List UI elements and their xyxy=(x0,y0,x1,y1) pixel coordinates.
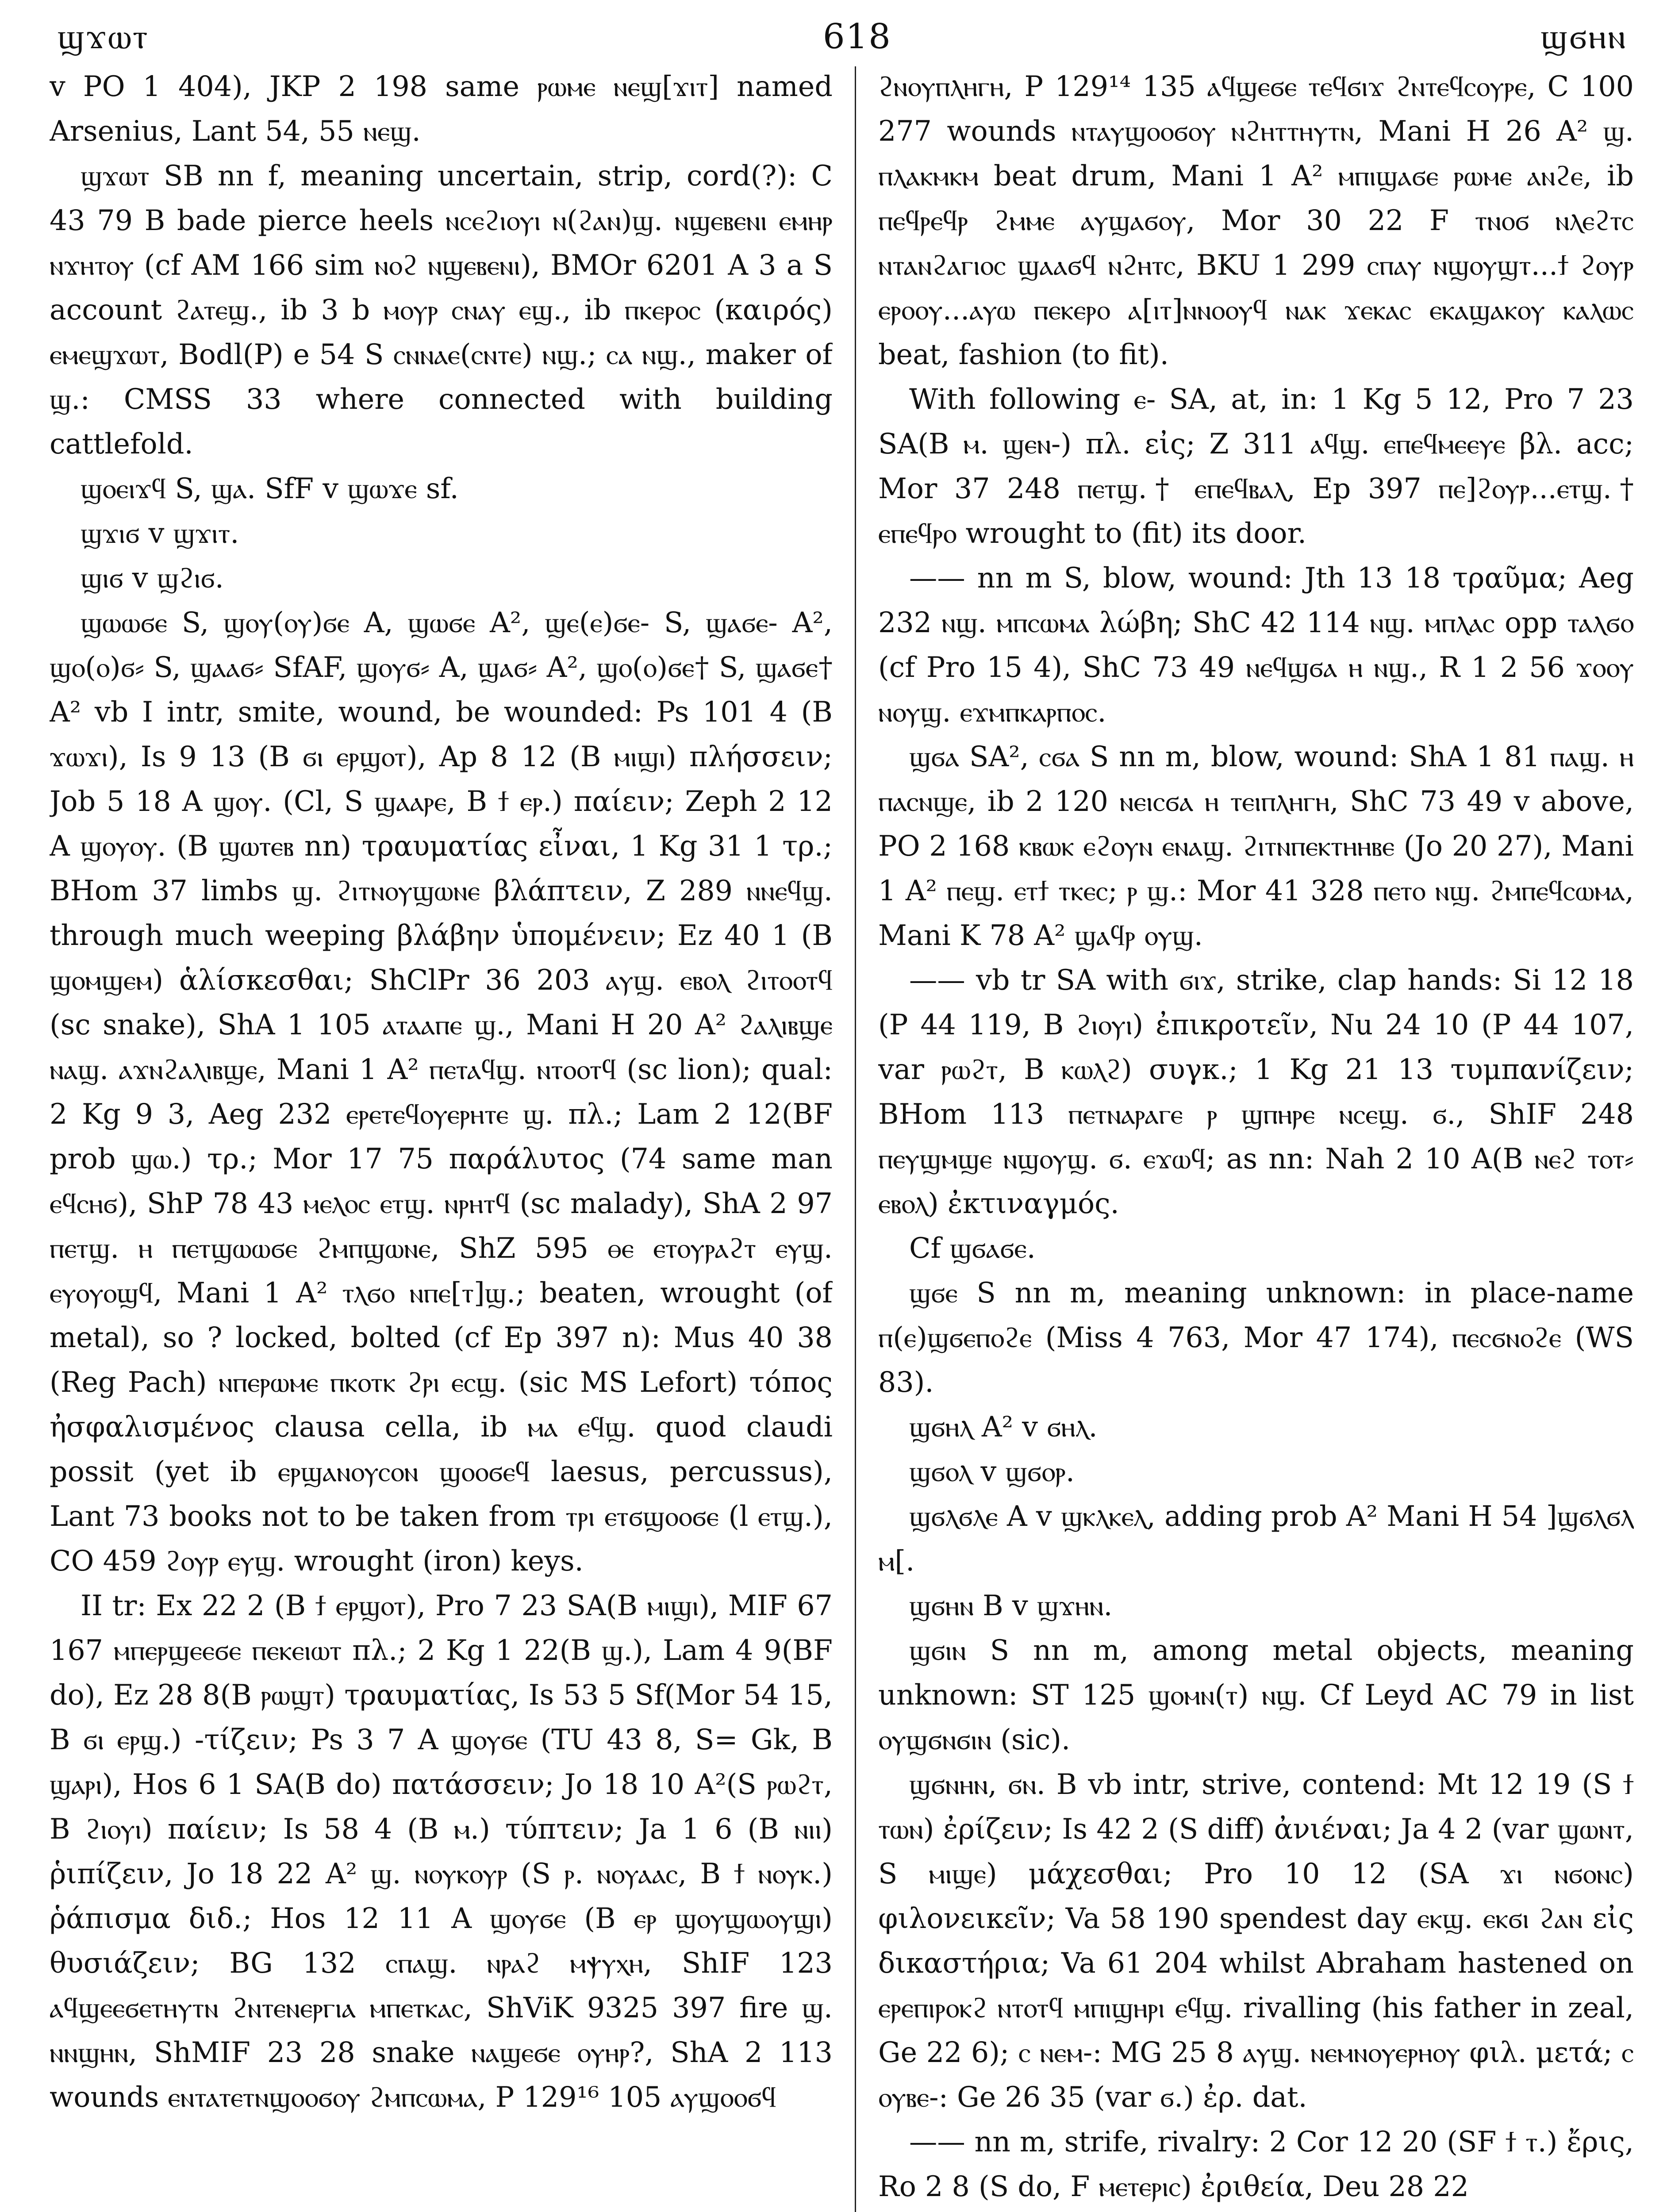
entry-shjol: ϣϭⲟⲗ v ϣϭⲟⲣ. xyxy=(909,1455,1075,1488)
header-left-headword: ϣϫⲱⲧ xyxy=(58,17,150,57)
entry-shjot: ϣϫⲱⲧ SB nn f, meaning uncertain, strip, cord(?): C 43 79 B bade pierce heels ⲛⲥⲉϩⲓⲟⲩⲓ ⲛ(ϩⲁⲛ)ϣ. ⲛϣⲉⲃⲉⲛⲓ ⲉⲙⲏⲣ ⲛϫⲏⲧⲟⲩ (cf AM 166 sim ⲛⲟϩ ⲛϣⲉⲃⲉⲛⲓ), BMOr 6201 A 3 a S account ϩⲁⲧⲉϣ., ib 3 b ⲙⲟⲩⲣ ⲥⲛⲁⲩ ⲉϣ., ib ⲡⲕⲉⲣⲟⲥ (καιρός) ⲉⲙⲉϣϫⲱⲧ, Bodl(P) e 54 S ⲥⲛⲛⲁⲉ(ⲥⲛⲧⲉ) ⲛϣ.; ⲥⲁ ⲛϣ., maker of ϣ.: CMSS 33 where connected with building cattlefold. xyxy=(50,159,833,460)
entry-sub-with-e: With following ⲉ- SA, at, in: 1 Kg 5 12, Pro 7 23 SA(B ⲙ. ϣⲉⲛ-) πλ. εἰς; Z 311 ⲁϥϣ. ⲉⲡⲉϥⲙⲉⲉⲩⲉ βλ. acc; Mor 37 248 ⲡⲉⲧϣ.† ⲉⲡⲉϥⲃⲁⲗ, Ep 397 ⲡⲉ]ϩⲟⲩⲣ...ⲉⲧϣ.† ⲉⲡⲉϥⲣⲟ wrought to (fit) its door. xyxy=(878,383,1634,549)
right-column xyxy=(878,64,1634,2212)
entry-shja: ϣϭⲁ SA², ⲥϭⲁ S nn m, blow, wound: ShA 1 81 ⲡⲁϣ. ⲏ ⲡⲁⲥⲛϣⲉ, ib 2 120 ⲛⲉⲓⲥϭⲁ ⲏ ⲧⲉⲓⲡⲗⲏⲅⲏ, ShC 73 49 v above, PO 2 168 ⲕⲃⲱⲕ ⲉϩⲟⲩⲛ ⲉⲛⲁϣ. ϩⲓⲧⲛⲡⲉⲕⲧⲏⲏⲃⲉ (Jo 20 27), Mani 1 A² ⲡⲉϣ. ⲉⲧϯ ⲧⲕⲉⲥ; ⲣ ϣ.: Mor 41 328 ⲡⲉⲧⲟ ⲛϣ. ϩⲙⲡⲉϥⲥⲱⲙⲁ, Mani K 78 A² ϣⲁϥⲣ ⲟⲩϣ. xyxy=(878,740,1634,952)
left-column xyxy=(50,64,833,2212)
running-header xyxy=(53,17,1632,65)
entry-shooje-transitive: II tr: Ex 22 2 (B ϯ ⲉⲣϣⲟⲧ), Pro 7 23 SA(B ⲙⲓϣⲓ), MIF 67 167 ⲙⲡⲉⲣϣⲉⲉϭⲉ ⲡⲉⲕⲉⲓⲱⲧ πλ.; 2 Kg 1 22(B ϣ.), Lam 4 9(BF do), Ez 28 8(B ⲣⲱϣⲧ) τραυματίας, Is 53 5 Sf(Mor 54 15, B ϭⲓ ⲉⲣϣ.) -τίζειν; Ps 3 7 A ϣⲟⲩϭⲉ (TU 43 8, S= Gk, B ϣⲁⲣⲓ), Hos 6 1 SA(B do) πατάσσειν; Jo 18 10 A²(S ⲣⲱϩⲧ, B ϩⲓⲟⲩⲓ) παίειν; Is 58 4 (B ⲙ.) τύπτειν; Ja 1 6 (B ⲛⲓⲓ) ῥιπίζειν, Jo 18 22 A² ϣ. ⲛⲟⲩⲕⲟⲩⲣ (S ⲣ. ⲛⲟⲩⲁⲁⲥ, B ϯ ⲛⲟⲩⲕ.) ῥάπισμα διδ.; Hos 12 11 A ϣⲟⲩϭⲉ (B ⲉⲣ ϣⲟⲩϣⲱⲟⲩϣⲓ) θυσιάζειν; BG 132 ⲥⲡⲁϣ. ⲛⲣⲁϩ ⲙⲯⲩⲭⲏ, ShIF 123 ⲁϥϣⲉⲉϭⲉⲧⲏⲩⲧⲛ ϩⲛⲧⲉⲛⲉⲣⲅⲓⲁ ⲙⲡⲉⲧⲕⲁⲥ, ShViK 9325 397 fire ϣ. ⲛⲛϣⲏⲛ, ShMIF 23 28 snake ⲛⲁϣⲉϭⲉ ⲟⲩⲏⲣ?, ShA 2 113 wounds ⲉⲛⲧⲁⲧⲉⲧⲛϣⲟⲟϭⲟⲩ ϩⲙⲡⲥⲱⲙⲁ, P 129¹⁶ 105 ⲁⲩϣⲟⲟϭϥ xyxy=(50,1589,833,2113)
entry-shjnen: ϣϭⲛⲏⲛ, ϭⲛ. B vb intr, strive, contend: Mt 12 19 (S ϯ ⲧⲱⲛ) ἐρίζειν; Is 42 2 (S diff) ἀνιέναι; Ja 4 2 (var ϣⲱⲛⲧ, S ⲙⲓϣⲉ) μάχεσθαι; Pro 10 12 (SA ϫⲓ ⲛϭⲟⲛⲥ) φιλονεικεῖν; Va 58 190 spendest day ⲉⲕϣ. ⲉⲕϭⲓ ϩⲁⲛ εἰς δικαστήρια; Va 61 204 whilst Abraham hastened on ⲉⲣⲉⲡⲓⲣⲟⲕϩ ⲛⲧⲟⲧϥ ⲙⲡⲓϣⲏⲣⲓ ⲉϥϣ. rivalling (his father in zeal, Ge 22 6); ⲥ ⲛⲉⲙ-: MG 25 8 ⲁⲩϣ. ⲛⲉⲙⲛⲟⲩⲉⲣⲏⲟⲩ φιλ. μετά; ⲥ ⲟⲩⲃⲉ-: Ge 26 35 (var ϭ.) ἐρ. dat. xyxy=(878,1768,1634,2113)
page-number: 618 xyxy=(823,17,891,57)
entry-shij: ϣⲓϭ v ϣϩⲓϭ. xyxy=(81,561,224,594)
entry-sub-strike-hands: —— vb tr SA with ϭⲓϫ, strike, clap hands: Si 12 18 (P 44 119, B ϩⲓⲟⲩⲓ) ἐπικροτεῖν, Nu 24 10 (P 44 107, var ⲣⲱϩⲧ, B ⲕⲱⲗϩ) συγκ.; 1 Kg 21 13 τυμπανίζειν; BHom 113 ⲡⲉⲧⲛⲁⲣⲁⲅⲉ ⲣ ϣⲡⲏⲣⲉ ⲛⲥⲉϣ. ϭ., ShIF 248 ⲡⲉⲩϣⲙϣⲉ ⲛϣⲟⲩϣ. ϭ. ⲉϫⲱϥ; as nn: Nah 2 10 A(B ⲛⲉϩ ⲧⲟⲧ⸗ ⲉⲃⲟⲗ) ἐκτιναγμός. xyxy=(878,964,1634,1220)
entry-shoeijf: ϣⲟⲉⲓϫϥ S, ϣⲁ. SfF v ϣⲱϫⲉ sf. xyxy=(81,472,459,505)
entry-shjij: ϣϫⲓϭ v ϣϫⲓⲧ. xyxy=(81,517,239,549)
entry-sub-noun-blow: —— nn m S, blow, wound: Jth 13 18 τραῦμα; Aeg 232 ⲛϣ. ⲙⲡⲥⲱⲙⲁ λώβη; ShC 42 114 ⲛϣ. ⲙⲡⲗⲁⲥ opp ⲧⲁⲗϭⲟ (cf Pro 15 4), ShC 73 49 ⲛⲉϥϣϭⲁ ⲏ ⲛϣ., R 1 2 56 ϫⲟⲟⲩ ⲛⲟⲩϣ. ⲉϫⲙⲡⲕⲁⲣⲡⲟⲥ. xyxy=(878,561,1634,728)
entry-shjen: ϣϭⲏⲛ B v ϣϫⲏⲛ. xyxy=(909,1589,1113,1622)
entry-shjlje: ϣϭⲗϭⲗⲉ A v ϣⲕⲗⲕⲉⲗ, adding prob A² Mani H 54 ]ϣϭⲗϭⲗ ⲙ[. xyxy=(878,1500,1634,1577)
entry-continuation: v PO 1 404), JKP 2 198 same ⲣⲱⲙⲉ ⲛⲉϣ[ϫⲓⲧ] named Arsenius, Lant 54, 55 ⲛⲉϣ. xyxy=(50,70,833,147)
entry-sub-strife: —— nn m, strife, rivalry: 2 Cor 12 20 (SF ϯ ⲧ.) ἔρις, Ro 2 8 (S do, F ⲙⲉⲧⲉⲣⲓⲥ) ἐριθεία, Deu 28 22 xyxy=(878,2125,1634,2203)
entry-continuation: ϩⲛⲟⲩⲡⲗⲏⲅⲏ, P 129¹⁴ 135 ⲁϥϣⲉϭⲉ ⲧⲉϥϭⲓϫ ϩⲛⲧⲉϥⲥⲟⲩⲣⲉ, C 100 277 wounds ⲛⲧⲁⲩϣⲟⲟϭⲟⲩ ⲛϩⲏⲧⲧⲏⲩⲧⲛ, Mani H 26 A² ϣ. ⲡⲗⲁⲕⲙⲕⲙ beat drum, Mani 1 A² ⲙⲡⲓϣⲁϭⲉ ⲣⲱⲙⲉ ⲁⲛϩⲉ, ib ⲡⲉϥⲣⲉϥⲣ ϩⲙⲙⲉ ⲁⲩϣⲁϭⲟⲩ, Mor 30 22 F ⲧⲛⲟϭ ⲛⲗⲉϩⲧⲥ ⲛⲧⲁⲛϩⲁⲅⲓⲟⲥ ϣⲁⲁϭϥ ⲛϩⲏⲧⲥ, BKU 1 299 ⲥⲡⲁⲩ ⲛϣⲟⲩϣⲧ...ϯ ϩⲟⲩⲣ ⲉⲣⲟⲟⲩ...ⲁⲩⲱ ⲡⲉⲕⲉⲣⲟ ⲁ[ⲓⲧ]ⲛⲛⲟⲟⲩϥ ⲛⲁⲕ ϫⲉⲕⲁⲥ ⲉⲕⲁϣⲁⲕⲟⲩ ⲕⲁⲗⲱⲥ beat, fashion (to fit). xyxy=(878,70,1634,371)
entry-shjin: ϣϭⲓⲛ S nn m, among metal objects, meaning unknown: ST 125 ϣⲟⲙⲛ(ⲧ) ⲛϣ. Cf Leyd AC 79 in list ⲟⲩϣϭⲛϭⲓⲛ (sic). xyxy=(878,1634,1634,1756)
entry-crossref: Cf ϣϭⲁϭⲉ. xyxy=(909,1232,1036,1264)
entry-shjel: ϣϭⲏⲗ A² v ϭⲏⲗ. xyxy=(909,1410,1098,1443)
entry-shje: ϣϭⲉ S nn m, meaning unknown: in place-name ⲡ(ⲉ)ϣϭⲉⲡⲟϩⲉ (Miss 4 763, Mor 47 174), ⲡⲉⲥϭⲛⲟϩⲉ (WS 83). xyxy=(878,1276,1634,1398)
header-right-headword: ϣϭⲏⲛ xyxy=(1540,17,1627,57)
entry-shooje: ϣⲱⲱϭⲉ S, ϣⲟⲩ(ⲟⲩ)ϭⲉ A, ϣⲱϭⲉ A², ϣⲉ(ⲉ)ϭⲉ- S, ϣⲁϭⲉ- A², ϣⲟ(ⲟ)ϭ⸗ S, ϣⲁⲁϭ⸗ SfAF, ϣⲟⲩϭ⸗ A, ϣⲁϭ⸗ A², ϣⲟ(ⲟ)ϭⲉ† S, ϣⲁϭⲉ† A² vb I intr, smite, wound, be wounded: Ps 101 4 (B ϫⲱϫⲓ), Is 9 13 (B ϭⲓ ⲉⲣϣⲟⲧ), Ap 8 12 (B ⲙⲓϣⲓ) πλήσσειν; Job 5 18 A ϣⲟⲩ. (Cl, S ϣⲁⲁⲣⲉ, B ϯ ⲉⲣ.) παίειν; Zeph 2 12 A ϣⲟⲩⲟⲩ. (B ϣⲱⲧⲉⲃ nn) τραυματίας εἶναι, 1 Kg 31 1 τρ.; BHom 37 limbs ϣ. ϩⲓⲧⲛⲟⲩϣⲱⲛⲉ βλάπτειν, Z 289 ⲛⲛⲉϥϣ. through much weeping βλάβην ὑπομένειν; Ez 40 1 (B ϣⲟⲙϣⲉⲙ) ἁλίσκεσθαι; ShClPr 36 203 ⲁⲩϣ. ⲉⲃⲟⲗ ϩⲓⲧⲟⲟⲧϥ (sc snake), ShA 1 105 ⲁⲧⲁⲁⲡⲉ ϣ., Mani H 20 A² ϩⲁⲗⲓⲃϣⲉ ⲛⲁϣ. ⲁϫⲛϩⲁⲗⲓⲃϣⲉ, Mani 1 A² ⲡⲉⲧⲁϥϣ. ⲛⲧⲟⲟⲧϥ (sc lion); qual: 2 Kg 9 3, Aeg 232 ⲉⲣⲉⲧⲉϥⲟⲩⲉⲣⲏⲧⲉ ϣ. πλ.; Lam 2 12(BF prob ϣⲱ.) τρ.; Mor 17 75 παράλυτος (74 same man ⲉϥⲥⲏϭ), ShP 78 43 ⲙⲉⲗⲟⲥ ⲉⲧϣ. ⲛⲣⲏⲧϥ (sc malady), ShA 2 97 ⲡⲉⲧϣ. ⲏ ⲡⲉⲧϣⲱⲱϭⲉ ϩⲙⲡϣⲱⲛⲉ, ShZ 595 ⲑⲉ ⲉⲧⲟⲩⲣⲁϩⲧ ⲉⲩϣ. ⲉⲩⲟⲩⲟϣϥ, Mani 1 A² ⲧⲗϭⲟ ⲛⲡⲉ[ⲧ]ϣ.; beaten, wrought (of metal), so ? locked, bolted (cf Ep 397 n): Mus 40 38 (Reg Pach) ⲛⲡⲉⲣⲱⲙⲉ ⲡⲕⲟⲧⲕ ϩⲣⲓ ⲉⲥϣ. (sic MS Lefort) τόπος ἠσφαλισμένος clausa cella, ib ⲙⲁ ⲉϥϣ. quod claudi possit (yet ib ⲉⲣϣⲁⲛⲟⲩⲥⲟⲛ ϣⲟⲟϭⲉϥ laesus, percussus), Lant 73 books not to be taken from ⲧⲣⲓ ⲉⲧϭϣⲟⲟϭⲉ (l ⲉⲧϣ.), CO 459 ϩⲟⲩⲣ ⲉⲩϣ. wrought (iron) keys. xyxy=(50,606,833,1577)
column-divider xyxy=(855,66,856,2212)
